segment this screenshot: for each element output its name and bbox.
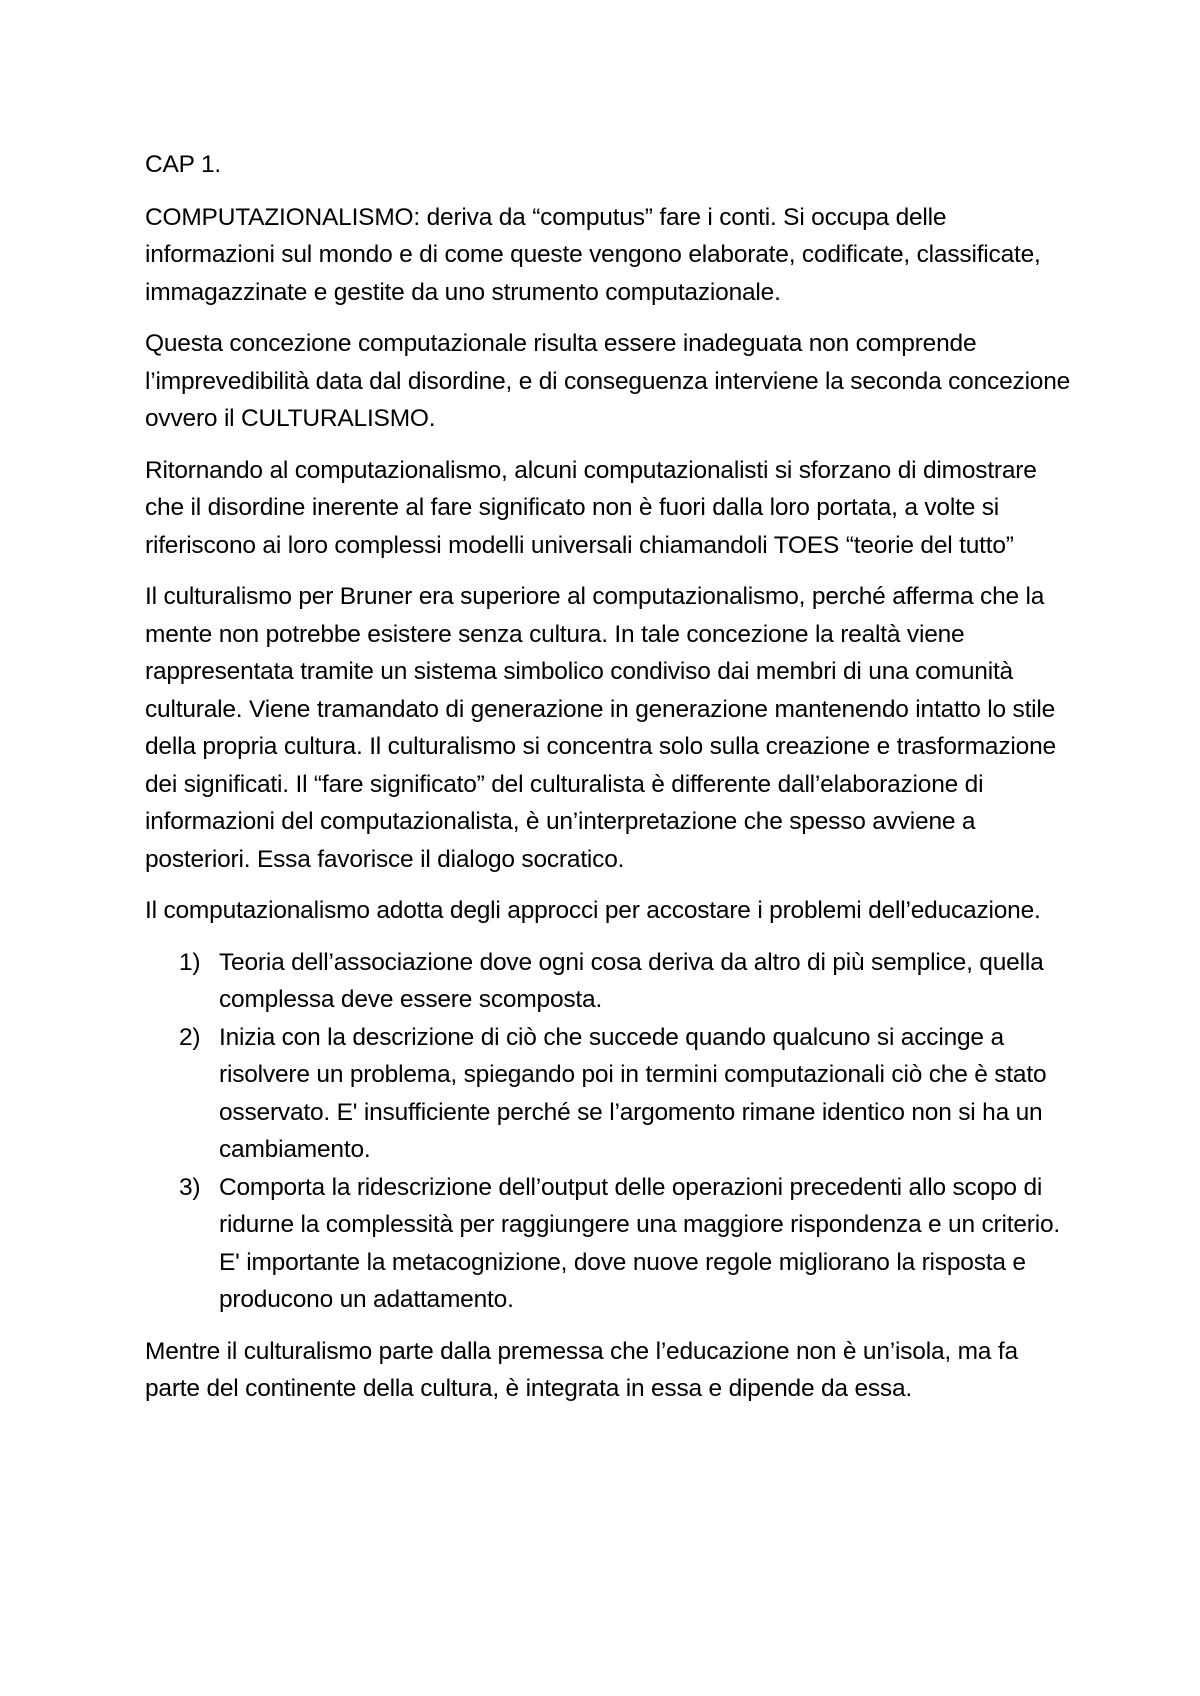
list-item-text: Inizia con la descrizione di ciò che succede quando qualcuno si accinge a risolvere un problema, spiegando poi in termini computazionali ciò che è stato osservato. E' insufficiente perché se l’argomento rimane identico non si ha un cambiamento.: [219, 1023, 1047, 1163]
paragraph-computazionalismo: COMPUTAZIONALISMO: deriva da “computus” fare i conti. Si occupa delle informazioni sul mondo e di come queste vengono elaborate, codificate, classificate, immagazzinate e gestite da uno strumento computazionale.: [145, 203, 1041, 306]
list-item-number: 2): [179, 1023, 201, 1051]
document-page: [145, 146, 1075, 1422]
list-item: [145, 944, 1075, 1019]
list-item: [145, 1169, 1075, 1319]
list-item-text: Teoria dell’associazione dove ogni cosa deriva da altro di più semplice, quella complessa deve essere scomposta.: [219, 948, 1044, 1013]
chapter-title: CAP 1.: [145, 151, 221, 178]
paragraph-approcci: Il computazionalismo adotta degli approcci per accostare i problemi dell’educazione.: [145, 897, 1041, 924]
list-item-text: Comporta la ridescrizione dell’output delle operazioni precedenti allo scopo di ridurne la complessità per raggiungere una maggiore rispondenza e un criterio. E' importante la metacognizione, dove nuove regole migliorano la risposta e producono un adattamento.: [219, 1173, 1061, 1313]
paragraph-toes: Ritornando al computazionalismo, alcuni computazionalisti si sforzano di dimostrare che il disordine inerente al fare significato non è fuori dalla loro portata, a volte si riferiscono ai loro complessi modelli universali chiamandoli TOES “teorie del tutto”: [145, 456, 1037, 559]
paragraph-closing: Mentre il culturalismo parte dalla premessa che l’educazione non è un’isola, ma fa parte del continente della cultura, è integrata in essa e dipende da essa.: [145, 1337, 1018, 1402]
approaches-list: [145, 944, 1075, 1319]
list-item: [145, 1019, 1075, 1169]
list-item-number: 3): [179, 1173, 201, 1201]
paragraph-concezione: Questa concezione computazionale risulta essere inadeguata non comprende l’imprevedibilità data dal disordine, e di conseguenza interviene la seconda concezione ovvero il CULTURALISMO.: [145, 330, 1071, 432]
paragraph-culturalismo: Il culturalismo per Bruner era superiore al computazionalismo, perché afferma che la mente non potrebbe esistere senza cultura. In tale concezione la realtà viene rappresentata tramite un sistema simbolico condiviso dai membri di una comunità culturale. Viene tramandato di generazione in generazione mantenendo intatto lo stile della propria cultura. Il culturalismo si concentra solo sulla creazione e trasformazione dei significati. Il “fare significato” del culturalista è differente dall’elaborazione di informazioni del computazionalista, è un’interpretazione che spesso avviene a posteriori. Essa favorisce il dialogo socratico.: [145, 583, 1056, 873]
list-item-number: 1): [179, 948, 201, 976]
